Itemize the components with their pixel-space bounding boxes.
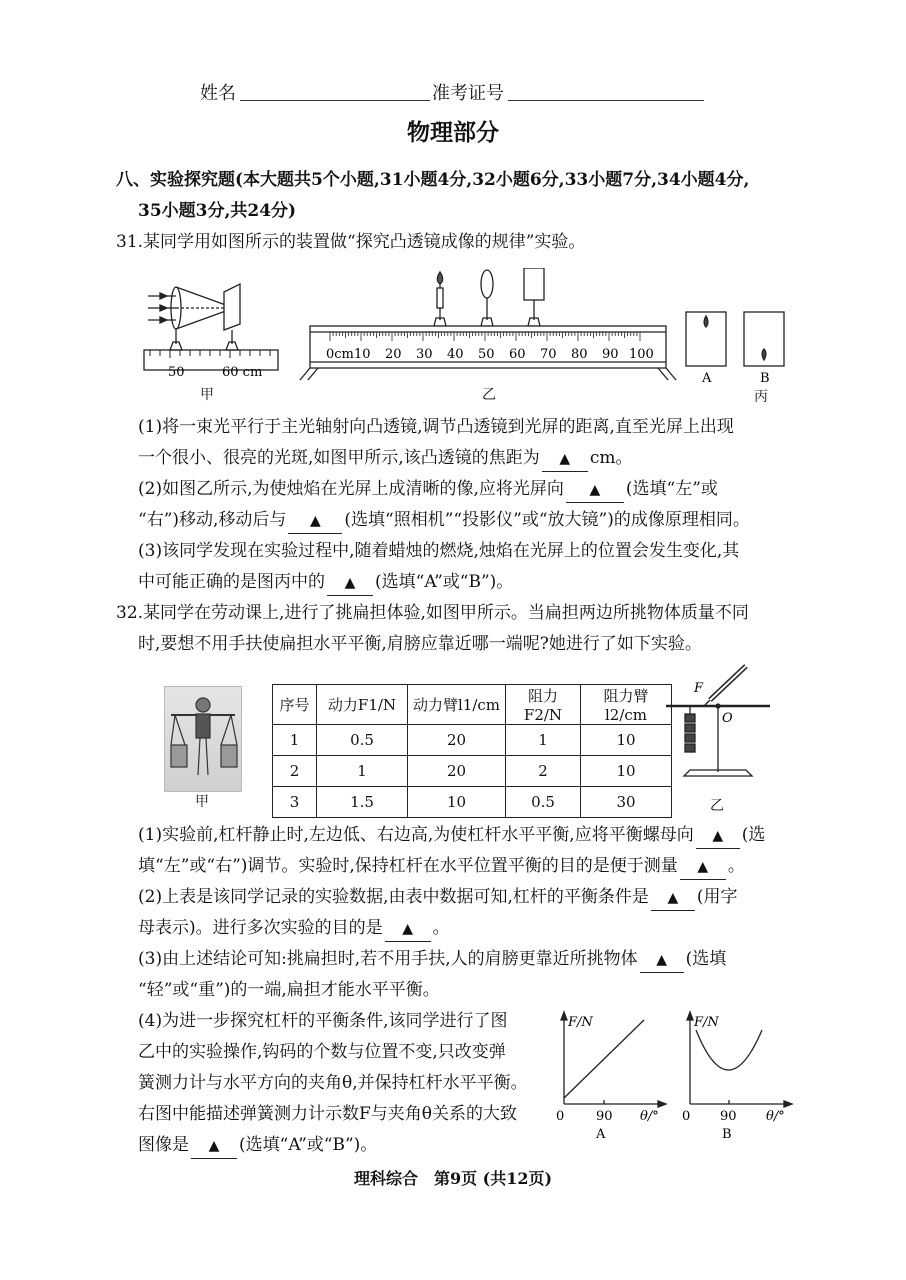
q32-part4-line5: 图像是 ▲ (选填“A”或“B”)。 (138, 1130, 377, 1161)
section-heading: 八、实验探究题(本大题共5个小题,31小题4分,32小题6分,33小题7分,34小题4分, (116, 170, 750, 190)
fig-bing-a: A (702, 371, 712, 386)
fig-label-yi: 乙 (482, 387, 496, 403)
q31-figure-bing (680, 308, 790, 388)
graph-a-ylabel: F/N (568, 1015, 593, 1030)
graph-b-ylabel: F/N (694, 1015, 719, 1030)
graph-b-label: B (722, 1127, 732, 1142)
q32-part2-line1: (2)上表是该同学记录的实验数据,由表中数据可知,杠杆的平衡条件是 ▲ (用字 (138, 882, 738, 913)
table-row: 1 0.5 20 1 10 (273, 725, 672, 756)
q32-stem-line1: 32.某同学在劳动课上,进行了挑扁担体验,如图甲所示。当扁担两边所挑物体质量不同 (116, 603, 749, 623)
q31-part1-line1: (1)将一束光平行于主光轴射向凸透镜,调节凸透镜到光屏的距离,直至光屏上出现 (138, 417, 734, 437)
page-title: 物理部分 (407, 119, 499, 146)
q32-part4-line4: 右图中能描述弹簧测力计示数F与夹角θ关系的大致 (138, 1104, 518, 1124)
bench-tick-label: 30 (416, 347, 433, 362)
bench-tick-label: 80 (571, 347, 588, 362)
answer-blank[interactable]: ▲ (566, 477, 624, 503)
q32-part1-line1: (1)实验前,杠杆静止时,左边低、右边高,为使杠杆水平平衡,应将平衡螺母向 ▲ (选 (138, 820, 765, 851)
graph-b-xlabel: θ/° (766, 1109, 785, 1124)
q32-part4-line1: (4)为进一步探究杠杆的平衡条件,该同学进行了图 (138, 1011, 508, 1031)
q31-part3-line1: (3)该同学发现在实验过程中,随着蜡烛的燃烧,烛焰在光屏上的位置会发生变化,其 (138, 541, 740, 561)
name-field[interactable] (240, 100, 430, 101)
q32-fig-label-jia: 甲 (195, 794, 209, 810)
q32-photo-carrying-pole (164, 686, 242, 792)
answer-blank[interactable]: ▲ (191, 1133, 237, 1159)
q32-part4-line3: 簧测力计与水平方向的夹角θ,并保持杠杆水平平衡。 (138, 1073, 528, 1093)
q31-figure-yi-bench (296, 268, 686, 388)
answer-blank[interactable]: ▲ (680, 854, 726, 880)
graph-a-label: A (596, 1127, 606, 1142)
q32-graph-a (552, 1006, 672, 1144)
answer-blank[interactable]: ▲ (542, 446, 588, 472)
graph-a-origin: 0 (556, 1109, 565, 1124)
q31-stem: 31.某同学用如图所示的装置做“探究凸透镜成像的规律”实验。 (116, 232, 586, 252)
table-row: 2 1 20 2 10 (273, 756, 672, 787)
answer-blank[interactable]: ▲ (327, 570, 373, 596)
q32-graph-b (678, 1006, 798, 1144)
graph-a-xlabel: θ/° (640, 1109, 659, 1124)
graph-b-tick: 90 (720, 1109, 737, 1124)
q32-part4-line2: 乙中的实验操作,钩码的个数与位置不变,只改变弹 (138, 1042, 506, 1062)
fig-label-bing: 丙 (754, 389, 768, 405)
q32-part3-line2: “轻”或“重”)的一端,扁担才能水平平衡。 (138, 980, 440, 1000)
answer-blank[interactable]: ▲ (640, 947, 684, 973)
tick-50: 50 (168, 365, 185, 380)
table-header: 动力F1/N (317, 685, 408, 725)
q32-fig-label-yi: 乙 (710, 798, 724, 814)
graph-a-tick: 90 (596, 1109, 613, 1124)
q31-figure-jia (140, 278, 290, 398)
answer-blank[interactable]: ▲ (696, 823, 740, 849)
fig-label-jia: 甲 (200, 387, 214, 403)
q31-part2-line1: (2)如图乙所示,为使烛焰在光屏上成清晰的像,应将光屏向 ▲ (选填“左”或 (138, 474, 718, 505)
q31-part3-line2: 中可能正确的是图丙中的 ▲ (选填“A”或“B”)。 (138, 567, 513, 598)
bench-tick-label: 20 (385, 347, 402, 362)
table-header: 阻力臂l2/cm (581, 685, 672, 725)
q32-data-table (272, 684, 672, 818)
q32-part1-line2: 填“左”或“右”)调节。实验时,保持杠杆在水平位置平衡的目的是便于测量 ▲ 。 (138, 851, 745, 882)
q31-part1-line2: 一个很小、很亮的光斑,如图甲所示,该凸透镜的焦距为 ▲ cm。 (138, 443, 632, 474)
id-label: 准考证号 (432, 83, 504, 104)
q31-part2-line2: “右”)移动,移动后与 ▲ (选填“照相机”“投影仪”或“放大镜”)的成像原理相同。 (138, 505, 750, 536)
bench-tick-label: 10 (354, 347, 371, 362)
bench-tick-label: 70 (540, 347, 557, 362)
q32-part3-line1: (3)由上述结论可知:挑扁担时,若不用手扶,人的肩膀更靠近所挑物体 ▲ (选填 (138, 944, 726, 975)
bench-tick-label: 100 (629, 347, 654, 362)
page-footer: 理科综合 第9页 (共12页) (353, 1169, 553, 1188)
label-F: F (694, 681, 704, 696)
q32-stem-line2: 时,要想不用手扶使扁担水平平衡,肩膀应靠近哪一端呢?她进行了如下实验。 (138, 634, 702, 654)
fig-bing-b: B (760, 371, 770, 386)
answer-blank[interactable]: ▲ (651, 885, 695, 911)
q32-part2-line2: 母表示)。进行多次实验的目的是 ▲ 。 (138, 913, 450, 944)
table-header: 阻力F2/N (506, 685, 581, 725)
table-header: 序号 (273, 685, 317, 725)
table-header: 动力臂l1/cm (408, 685, 506, 725)
bench-tick-label: 0cm (326, 347, 354, 362)
id-field[interactable] (508, 100, 704, 101)
table-row: 3 1.5 10 0.5 30 (273, 787, 672, 818)
bench-tick-label: 60 (509, 347, 526, 362)
q32-figure-yi-lever (660, 656, 780, 786)
bench-tick-label: 90 (602, 347, 619, 362)
bench-tick-label: 40 (447, 347, 464, 362)
section-heading-cont: 35小题3分,共24分) (138, 201, 297, 221)
graph-b-origin: 0 (682, 1109, 691, 1124)
bench-tick-label: 50 (478, 347, 495, 362)
label-O: O (722, 711, 733, 726)
answer-blank[interactable]: ▲ (288, 508, 342, 534)
answer-blank[interactable]: ▲ (385, 916, 431, 942)
tick-60cm: 60 cm (222, 365, 263, 380)
name-label: 姓名 (200, 83, 236, 104)
